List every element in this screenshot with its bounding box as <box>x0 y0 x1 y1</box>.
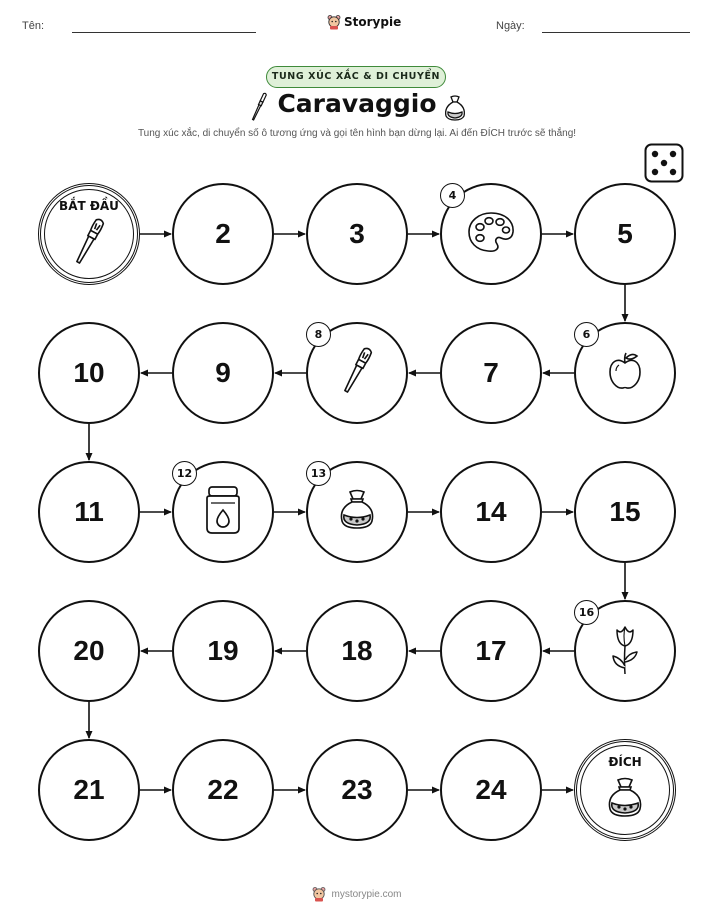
cell-number-badge: 16 <box>574 600 599 625</box>
finish-label: ĐÍCH <box>608 755 642 769</box>
cell-number: 18 <box>341 635 373 666</box>
cell-number: 10 <box>73 357 105 388</box>
cell-number: 3 <box>349 218 365 249</box>
cell-number-badge: 4 <box>440 183 465 208</box>
board-cell-8[interactable] <box>306 322 408 424</box>
cell-number: 15 <box>609 496 641 527</box>
page-title: Caravaggio <box>277 89 437 118</box>
board-cell-19[interactable] <box>172 600 274 702</box>
cell-number-badge: 12 <box>172 461 197 486</box>
tulip-icon <box>608 622 642 680</box>
cell-number: 22 <box>207 774 239 805</box>
cell-number: 14 <box>475 496 507 527</box>
cell-number: 24 <box>475 774 507 805</box>
apple-icon <box>607 351 643 395</box>
board-cell-12[interactable] <box>172 461 274 563</box>
board-cell-4[interactable] <box>440 183 542 285</box>
board-cell-9[interactable] <box>172 322 274 424</box>
cell-number: 17 <box>475 635 507 666</box>
cell-number: 7 <box>483 357 499 388</box>
footer <box>0 886 714 902</box>
cell-number: 5 <box>617 218 633 249</box>
board-cell-14[interactable] <box>440 461 542 563</box>
board-cell-11[interactable] <box>38 461 140 563</box>
cell-number: 23 <box>341 774 373 805</box>
brand-name: Storypie <box>344 15 402 29</box>
instructions: Tung xúc xắc, di chuyển số ô tương ứng và gọi tên hình bạn dừng lại. Ai đến ĐÍCH trước sẽ thắng! <box>137 128 577 139</box>
storypie-mascot-icon <box>312 886 326 902</box>
cell-number: 11 <box>74 496 104 527</box>
board-cell-6[interactable] <box>574 322 676 424</box>
cell-number: 2 <box>215 218 231 249</box>
board-cell-13[interactable] <box>306 461 408 563</box>
paintbrush-icon <box>340 345 374 401</box>
board-cell-2[interactable] <box>172 183 274 285</box>
finish-cell[interactable] <box>574 739 676 841</box>
board-cell-17[interactable] <box>440 600 542 702</box>
cell-number: 9 <box>215 357 231 388</box>
cell-number-badge: 6 <box>574 322 599 347</box>
board-cell-5[interactable] <box>574 183 676 285</box>
board-cell-22[interactable] <box>172 739 274 841</box>
board-cell-3[interactable] <box>306 183 408 285</box>
footer-site-link[interactable]: mystorypie.com <box>331 888 402 900</box>
board-cell-10[interactable] <box>38 322 140 424</box>
pigment-bag-icon <box>605 776 645 824</box>
cell-number-badge: 13 <box>306 461 331 486</box>
cell-number: 20 <box>73 635 105 666</box>
board-cell-7[interactable] <box>440 322 542 424</box>
board-cell-20[interactable] <box>38 600 140 702</box>
palette-icon <box>466 210 516 258</box>
pigment-bag-icon <box>337 488 377 536</box>
board-cell-18[interactable] <box>306 600 408 702</box>
date-label: Ngày: <box>496 20 525 32</box>
cell-number: 19 <box>207 635 239 666</box>
board-cell-15[interactable] <box>574 461 676 563</box>
board-cell-24[interactable] <box>440 739 542 841</box>
board-cell-21[interactable] <box>38 739 140 841</box>
cell-number-badge: 8 <box>306 322 331 347</box>
paintbrush-icon <box>72 216 106 272</box>
board-cell-23[interactable] <box>306 739 408 841</box>
name-label: Tên: <box>22 20 45 32</box>
game-type-tag: TUNG XÚC XẮC & DI CHUYỂN <box>266 66 446 88</box>
board-cell-16[interactable] <box>574 600 676 702</box>
start-cell[interactable] <box>38 183 140 285</box>
cell-number: 21 <box>73 774 105 805</box>
start-label: BẮT ĐẦU <box>59 199 119 213</box>
paint-jar-icon <box>202 484 244 540</box>
